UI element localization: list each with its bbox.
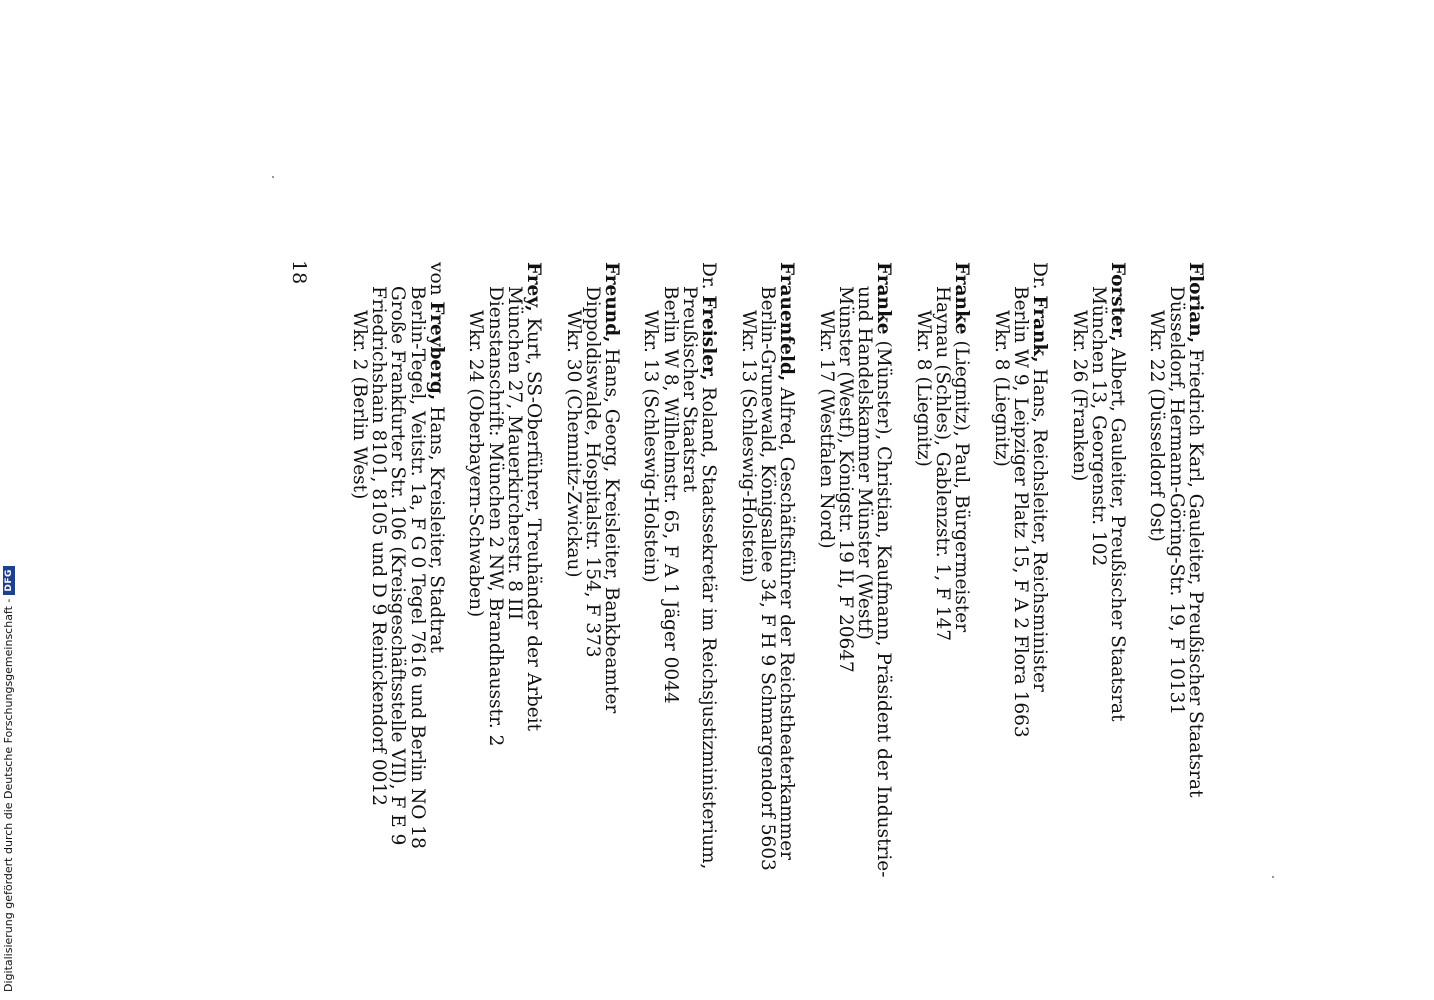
entry-district: Wkr. 13 (Schleswig-Holstein)	[640, 310, 662, 583]
entry-franke-muenster	[816, 262, 893, 982]
entry-name: Franke	[951, 262, 973, 335]
entry-name: Forster,	[1107, 262, 1129, 342]
entry-freyberg	[350, 262, 446, 982]
entry-freund	[563, 262, 621, 982]
entry-franke-liegnitz	[913, 262, 971, 982]
entry-line: Berlin-Grunewald, Königsallee 34, F H 9 Schmargendorf 5603	[756, 286, 778, 871]
entry-district: Wkr. 8 (Liegnitz)	[990, 310, 1012, 467]
entry-frey	[466, 262, 543, 982]
entry-florian	[1147, 262, 1205, 982]
entry-line: Friedrichshain 8101, 8105 und D 9 Reinickendorf 0012	[368, 286, 390, 806]
entry-frauenfeld	[738, 262, 796, 982]
dfg-logo: DFG	[3, 566, 15, 595]
entry-details: Kurt, SS-Oberführer, Treuhänder der Arbeit	[523, 317, 545, 732]
entry-district: Wkr. 26 (Franken)	[1068, 310, 1090, 482]
entry-details: Alfred, Geschäftsführer der Reichstheaterkammer	[776, 387, 798, 861]
entry-prefix: von	[426, 262, 448, 296]
entry-line: Preußischer Staatsrat	[679, 286, 701, 493]
entry-prefix: Dr.	[1029, 262, 1051, 290]
entry-line: Berlin W 9, Leipziger Platz 15, F A 2 Flora 1663	[1009, 286, 1031, 738]
entry-name: Florian,	[1185, 262, 1206, 344]
entry-district: Wkr. 22 (Düsseldorf Ost)	[1146, 310, 1168, 542]
entry-name: Frey,	[523, 262, 545, 312]
entry-name: Freyberg,	[426, 301, 448, 401]
scan-speck	[272, 176, 274, 178]
entry-freisler	[641, 262, 718, 982]
entry-details: (Liegnitz), Paul, Bürgermeister	[951, 340, 973, 633]
entry-frank	[991, 262, 1049, 982]
funding-text: Digitalisierung gefördert durch die Deutsche Forschungsgemeinschaft -	[2, 598, 15, 992]
entry-details: Friedrich Karl, Gauleiter, Preußischer Staatsrat	[1185, 349, 1206, 798]
entry-prefix: Dr.	[698, 262, 720, 290]
entry-line: Haynau (Schles), Gablenzstr. 1, F 147	[932, 286, 954, 642]
entry-name: Franke	[873, 262, 895, 335]
entry-details: Albert, Gauleiter, Preußischer Staatsrat	[1107, 347, 1129, 722]
entry-line: Dienstanschrift: München 2 NW, Brandhausstr. 2	[484, 286, 506, 747]
page-number: 18	[288, 260, 310, 285]
entry-line: Berlin W 8, Wilhelmstr. 65, F A 1 Jäger 0044	[659, 286, 681, 704]
entry-name: Frank,	[1029, 295, 1051, 363]
entry-district: Wkr. 2 (Berlin West)	[348, 310, 370, 500]
entry-line: München 27, Mauerkircherstr. 8 III	[503, 286, 525, 620]
entry-details: Hans, Georg, Kreisleiter, Bankbeamter	[601, 348, 623, 714]
entry-line: Dippoldiswalde, Hospitalstr. 154, F 373	[581, 286, 603, 658]
entry-details: Hans, Kreisleiter, Stadtrat	[426, 406, 448, 654]
entry-details: (Münster), Christian, Kaufmann, Präsident der Industrie-	[873, 340, 895, 878]
funding-footer	[2, 566, 15, 992]
entry-district: Wkr. 30 (Chemnitz-Zwickau)	[562, 310, 584, 578]
entry-line: München 13, Georgenstr. 102	[1087, 286, 1109, 567]
entry-district: Wkr. 13 (Schleswig-Holstein)	[737, 310, 759, 583]
entry-line: Düsseldorf, Hermann-Göring-Str. 19, F 10131	[1165, 286, 1187, 716]
entry-district: Wkr. 8 (Liegnitz)	[912, 310, 934, 467]
scan-speck	[1272, 876, 1274, 878]
entry-details: Roland, Staatssekretär im Reichsjustizministerium,	[698, 386, 720, 870]
entry-line: Berlin-Tegel, Veitstr. 1a, F G 0 Tegel 7616 und Berlin NO 18	[406, 286, 428, 849]
entry-name: Freisler,	[698, 295, 720, 381]
entry-forster	[1069, 262, 1127, 982]
entry-line: und Handelskammer Münster (Westf)	[854, 286, 876, 640]
entry-district: Wkr. 24 (Oberbayern-Schwaben)	[465, 310, 487, 618]
entry-name: Frauenfeld,	[776, 262, 798, 382]
entry-details: Hans, Reichsleiter, Reichsminister	[1029, 368, 1051, 692]
entry-district: Wkr. 17 (Westfalen Nord)	[815, 310, 837, 549]
entry-line: Große Frankfurter Str. 106 (Kreisgeschäftsstelle VII), F E 9	[387, 286, 409, 846]
entry-line: Münster (Westf), Königstr. 19 II, F 20647	[834, 286, 856, 673]
page-content	[285, 262, 1205, 982]
entry-name: Freund,	[601, 262, 623, 343]
